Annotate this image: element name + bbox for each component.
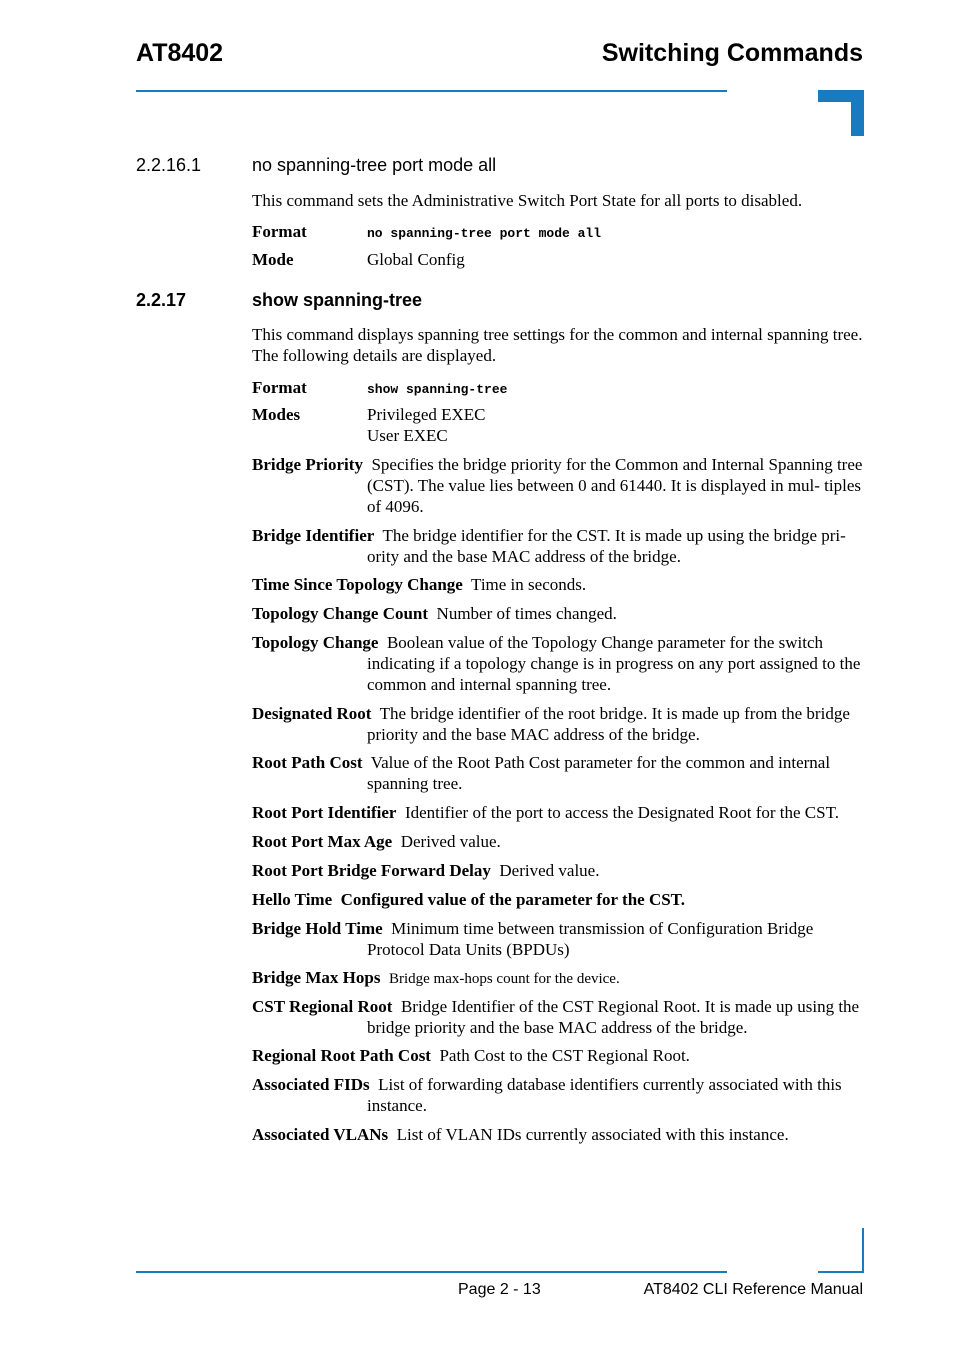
- definition-desc: Number of times changed.: [436, 604, 617, 623]
- definition-term: Topology Change: [252, 633, 379, 652]
- definition-desc: Bridge max-hops count for the device.: [388, 971, 620, 987]
- section-description: [252, 190, 864, 211]
- footer-corner-mark: [818, 1271, 864, 1273]
- definition-item: [252, 860, 864, 881]
- definition-term: Time Since Topology Change: [252, 575, 463, 594]
- format-label: Format: [252, 222, 307, 241]
- definition-item: [252, 525, 864, 567]
- modes-label: Modes: [252, 405, 301, 424]
- header-corner-mark-vertical: [851, 90, 864, 136]
- definition-term: Hello Time: [252, 890, 333, 909]
- definition-item: [252, 703, 864, 745]
- definition-term: CST Regional Root: [252, 997, 393, 1016]
- definition-desc: The bridge identifier of the root bridge. It is made up from the bridge priority and the base MAC address of the bridge.: [367, 704, 850, 744]
- definition-term: Designated Root: [252, 704, 372, 723]
- section-title: show spanning-tree: [252, 290, 423, 310]
- definition-term: Bridge Hold Time: [252, 919, 383, 938]
- definition-desc: Boolean value of the Topology Change parameter for the switch indicating if a topology change is in progress on any port assigned to the common and internal spanning tree.: [367, 633, 861, 694]
- definition-item: [252, 752, 864, 794]
- definition-item: [252, 632, 864, 695]
- definition-item: [252, 967, 864, 990]
- definition-item: [252, 996, 864, 1038]
- definition-term: Associated FIDs: [252, 1075, 370, 1094]
- definition-item: [252, 802, 864, 823]
- definition-item: [252, 1045, 864, 1066]
- definition-term: Topology Change Count: [252, 604, 429, 623]
- definition-term: Bridge Priority: [252, 455, 363, 474]
- mode-label: Mode: [252, 250, 294, 269]
- definition-term: Root Port Bridge Forward Delay: [252, 861, 491, 880]
- header-chapter-title: Switching Commands: [601, 39, 863, 67]
- footer-rule: [136, 1271, 727, 1273]
- format-label: Format: [252, 378, 307, 397]
- header-rule: [136, 90, 727, 92]
- section-description: [252, 324, 864, 366]
- section-number: 2.2.16.1: [136, 155, 202, 175]
- modes-value-privileged: Privileged EXEC: [367, 405, 486, 424]
- definition-desc: Minimum time between transmission of Configuration Bridge Protocol Data Units (BPDUs): [367, 919, 814, 959]
- definition-desc: Configured value of the parameter for the CST.: [340, 890, 685, 909]
- format-command: no spanning-tree port mode all: [367, 226, 602, 241]
- definition-item: [252, 918, 864, 960]
- definition-term: Root Port Identifier: [252, 803, 397, 822]
- modes-value-user: User EXEC: [367, 426, 448, 445]
- footer-page-number: Page 2 - 13: [458, 1281, 541, 1298]
- definition-term: Bridge Identifier: [252, 526, 375, 545]
- definition-item: [252, 1124, 864, 1145]
- definition-term: Bridge Max Hops: [252, 968, 381, 987]
- definition-term: Regional Root Path Cost: [252, 1046, 431, 1065]
- definition-desc: List of VLAN IDs currently associated with this instance.: [396, 1125, 789, 1144]
- section-title: no spanning-tree port mode all: [252, 155, 497, 175]
- definition-item: [252, 831, 864, 852]
- definition-term: Associated VLANs: [252, 1125, 389, 1144]
- definition-item: [252, 574, 864, 595]
- definition-item: [252, 603, 864, 624]
- header-product-name: AT8402: [136, 39, 224, 67]
- definition-desc: List of forwarding database identifiers currently associated with this instance.: [367, 1075, 842, 1115]
- footer-corner-mark-vertical: [862, 1228, 864, 1272]
- definition-term: Root Port Max Age: [252, 832, 393, 851]
- definition-desc: Time in seconds.: [471, 575, 587, 594]
- definition-desc: The bridge identifier for the CST. It is made up using the bridge pri- ority and the base MAC address of the bridge.: [367, 526, 846, 566]
- definition-item: [252, 889, 864, 910]
- section-number: 2.2.17: [136, 290, 187, 310]
- description-text: This command displays spanning tree settings for the common and internal spanning tree. The following details are displayed.: [252, 325, 863, 365]
- format-command: show spanning-tree: [367, 382, 508, 397]
- definition-desc: Specifies the bridge priority for the Common and Internal Spanning tree (CST). The value lies between 0 and 61440. It is displayed in mul- tiples of 4096.: [367, 455, 863, 516]
- definition-item: [252, 1074, 864, 1116]
- definition-term: Root Path Cost: [252, 753, 363, 772]
- definition-desc: Value of the Root Path Cost parameter for the common and internal spanning tree.: [367, 753, 831, 793]
- definition-desc: Path Cost to the CST Regional Root.: [439, 1046, 690, 1065]
- definition-item: [252, 454, 864, 517]
- definition-desc: Identifier of the port to access the Designated Root for the CST.: [404, 803, 839, 822]
- mode-value: Global Config: [367, 250, 465, 269]
- footer-manual-title: AT8402 CLI Reference Manual: [643, 1281, 863, 1298]
- definition-desc: Derived value.: [499, 861, 600, 880]
- definition-desc: Derived value.: [400, 832, 501, 851]
- definition-desc: Bridge Identifier of the CST Regional Root. It is made up using the bridge priority and the base MAC address of the bridge.: [367, 997, 860, 1037]
- description-text: This command sets the Administrative Switch Port State for all ports to disabled.: [252, 191, 803, 210]
